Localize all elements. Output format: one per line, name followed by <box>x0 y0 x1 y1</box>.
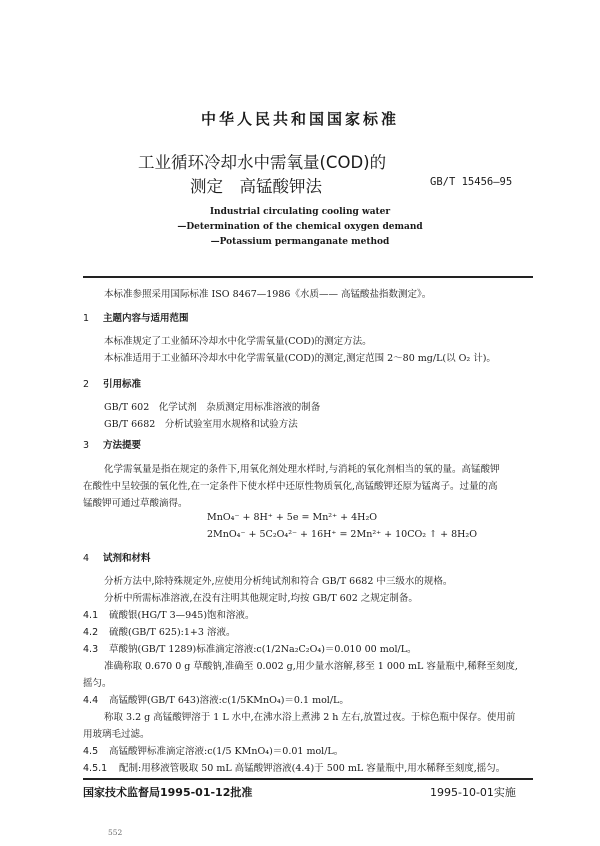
top-divider <box>83 276 533 278</box>
document-title-line2: 测定 高锰酸钾法 <box>190 177 322 196</box>
country-standard-heading: 中华人民共和国国家标准 <box>200 110 399 128</box>
document-title-line1: 工业循环冷却水中需氧量(COD)的 <box>138 153 387 172</box>
section-1-para-1: 本标准规定了工业循环冷却水中化学需氧量(COD)的测定方法。 <box>104 336 372 347</box>
section-1-heading: 1 主题内容与适用范围 <box>83 313 189 324</box>
english-title-line1: Industrial circulating cooling water <box>209 207 391 217</box>
item-4-3: 4.3 草酸钠(GB/T 1289)标准滴定溶液:c(1/2Na₂C₂O₄)＝0.010 00 mol/L。 <box>83 644 417 655</box>
reference-standard-2: GB/T 6682 分析试验室用水规格和试验方法 <box>104 419 298 430</box>
section-4-para-1: 分析方法中,除特殊规定外,应使用分析纯试剂和符合 GB/T 6682 中三级水的规格。 <box>104 576 453 587</box>
implementation-date: 1995-10-01实施 <box>430 786 516 799</box>
section-4-heading: 4 试剂和材料 <box>83 553 151 564</box>
equation-2: 2MnO₄⁻ + 5C₂O₄²⁻ + 16H⁺ = 2Mn²⁺ + 10CO₂ ↑ + 8H₂O <box>207 529 477 540</box>
item-4-1: 4.1 硫酸银(HG/T 3—945)饱和溶液。 <box>83 610 255 621</box>
intro-paragraph: 本标准参照采用国际标准 ISO 8467—1986《水质—— 高锰酸盐指数测定》。 <box>104 289 432 300</box>
item-4-4: 4.4 高锰酸钾(GB/T 643)溶液:c(1/5KMnO₄)＝0.1 mol/L。 <box>83 695 349 706</box>
item-4-2: 4.2 硫酸(GB/T 625):1+3 溶液。 <box>83 627 236 638</box>
section-3-para-2: 在酸性中呈较强的氧化性,在一定条件下使水样中还原性物质氧化,高锰酸钾还原为锰离子。过量的高 <box>83 481 498 492</box>
reference-standard-1: GB/T 602 化学试剂 杂质测定用标准溶液的制备 <box>104 402 321 413</box>
section-2-heading: 2 引用标准 <box>83 379 142 390</box>
section-3-para-1: 化学需氧量是指在规定的条件下,用氧化剂处理水样时,与消耗的氧化剂相当的氧的量。高锰酸钾 <box>104 464 500 475</box>
section-4-para-2: 分析中所需标准溶液,在没有注明其他规定时,均按 GB/T 602 之规定制备。 <box>104 593 418 604</box>
item-4-5: 4.5 高锰酸钾标准滴定溶液:c(1/5 KMnO₄)＝0.01 mol/L。 <box>83 746 344 757</box>
item-4-4-detail-1: 称取 3.2 g 高锰酸钾溶于 1 L 水中,在沸水浴上煮沸 2 h 左右,放置过夜。于棕色瓶中保存。使用前 <box>104 712 516 723</box>
section-3-para-3: 锰酸钾可通过草酸滴得。 <box>83 498 188 509</box>
approval-date: 国家技术监督局1995-01-12批准 <box>83 786 253 799</box>
item-4-3-detail-2: 摇匀。 <box>83 678 112 689</box>
english-title-line3: —Potassium permanganate method <box>210 237 390 247</box>
section-3-heading: 3 方法提要 <box>83 440 142 451</box>
page-number: 552 <box>108 828 123 837</box>
item-4-4-detail-2: 用玻璃毛过滤。 <box>83 729 150 740</box>
bottom-divider <box>83 778 533 780</box>
equation-1: MnO₄⁻ + 8H⁺ + 5e = Mn²⁺ + 4H₂O <box>207 512 378 523</box>
item-4-5-1: 4.5.1 配制:用移液管吸取 50 mL 高锰酸钾溶液(4.4)于 500 mL 容量瓶中,用水稀释至刻度,摇匀。 <box>83 763 506 774</box>
item-4-3-detail-1: 准确称取 0.670 0 g 草酸钠,准确至 0.002 g,用少量水溶解,移至 1 000 mL 容量瓶中,稀释至刻度, <box>104 661 518 672</box>
english-title-line2: —Determination of the chemical oxygen demand <box>177 222 423 232</box>
section-1-para-2: 本标准适用于工业循环冷却水中化学需氧量(COD)的测定,测定范围 2～80 mg/L(以 O₂ 计)。 <box>104 353 496 364</box>
standard-number: GB/T 15456—95 <box>430 176 513 188</box>
